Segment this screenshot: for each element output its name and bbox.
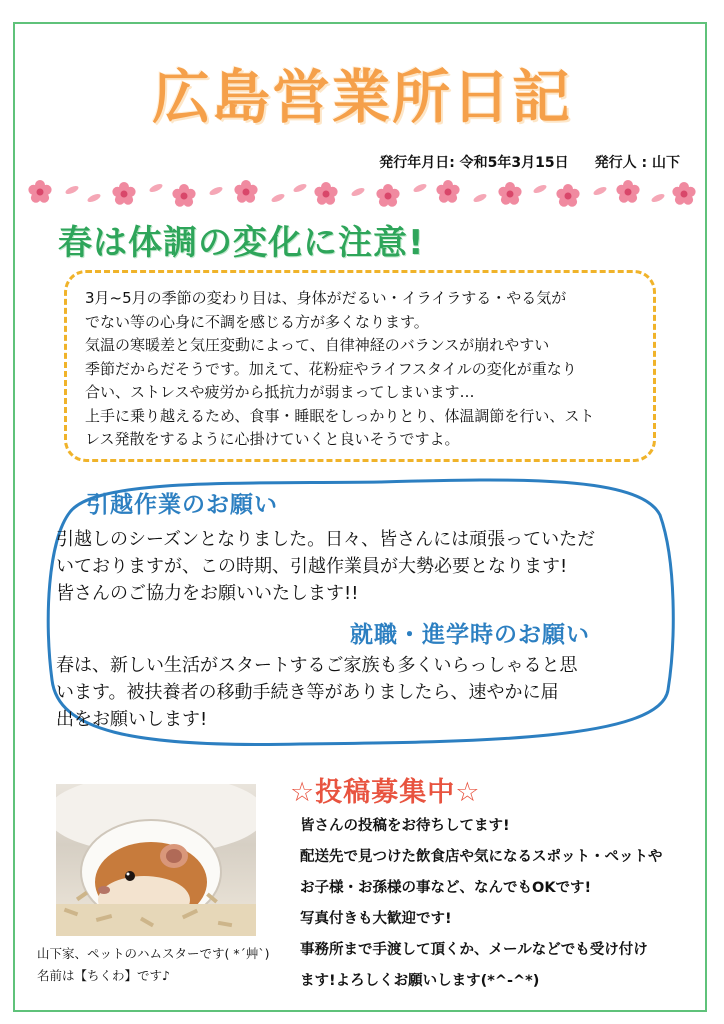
employment-text [56, 652, 577, 733]
issue-date: 発行年月日: 令和5年3月15日 [379, 155, 569, 171]
text-line: レス発散をするように心掛けていくと良いそうですよ。 [85, 430, 460, 448]
hamster-illustration [56, 784, 256, 936]
contribution-line: 配送先で見つけた飲食店や気になるスポット・ペットや [300, 849, 663, 865]
photo-caption-line1: 山下家、ペットのハムスターです( *´艸`) [37, 946, 270, 961]
text-line: 合い、ストレスや疲労から抵抗力が弱まってしまいます… [85, 383, 475, 401]
text-line: 季節だからだそうです。加えて、花粉症やライフスタイルの変化が重なり [85, 359, 577, 378]
text-line: でない等の心身に不調を感じる方が多くなります。 [85, 312, 429, 331]
publisher: 発行人 : 山下 [594, 155, 680, 171]
text-line: 皆さんのご協力をお願いいたします!! [56, 583, 359, 604]
text-line: 気温の寒暖差と気圧変動によって、自律神経のバランスが崩れやすい [85, 336, 550, 354]
text-line: います。被扶養者の移動手続き等がありましたら、速やかに届 [56, 682, 559, 703]
contribution-line: 事務所まで手渡して頂くか、メールなどでも受け付け [300, 942, 648, 958]
hamster-photo [56, 784, 256, 936]
contribution-heading: ☆投稿募集中☆ [290, 777, 481, 808]
contribution-line: 皆さんの投稿をお待ちしてます! [300, 818, 510, 834]
photo-caption-line2: 名前は【ちくわ】です♪ [37, 968, 170, 983]
employment-heading: 就職・進学時のお願い [350, 622, 590, 648]
contribution-line: お子様・お孫様の事など、なんでもOKです! [300, 880, 592, 896]
spring-health-heading: 春は体調の変化に注意! [58, 223, 425, 263]
text-line: いておりますが、この時期、引越作業員が大勢必要となります! [56, 556, 568, 577]
moving-text [56, 526, 595, 607]
text-line: 上手に乗り越えるため、食事・睡眠をしっかりとり、体温調節を行い、スト [85, 406, 595, 425]
text-line: 春は、新しい生活がスタートするご家族も多くいらっしゃると思 [56, 655, 578, 676]
contribution-line: 写真付きも大歓迎です! [300, 911, 452, 927]
text-line: 出をお願いします! [56, 709, 208, 730]
contribution-line: ます!よろしくお願いします(*^-^*) [300, 973, 540, 989]
newsletter-title: 広島営業所日記 [151, 63, 572, 131]
text-line: 3月~5月の季節の変わり目は、身体がだるい・イライラする・やる気が [85, 289, 567, 307]
text-line: 引越しのシーズンとなりました。日々、皆さんには頑張っていただ [56, 529, 596, 550]
moving-heading: 引越作業のお願い [86, 492, 278, 518]
